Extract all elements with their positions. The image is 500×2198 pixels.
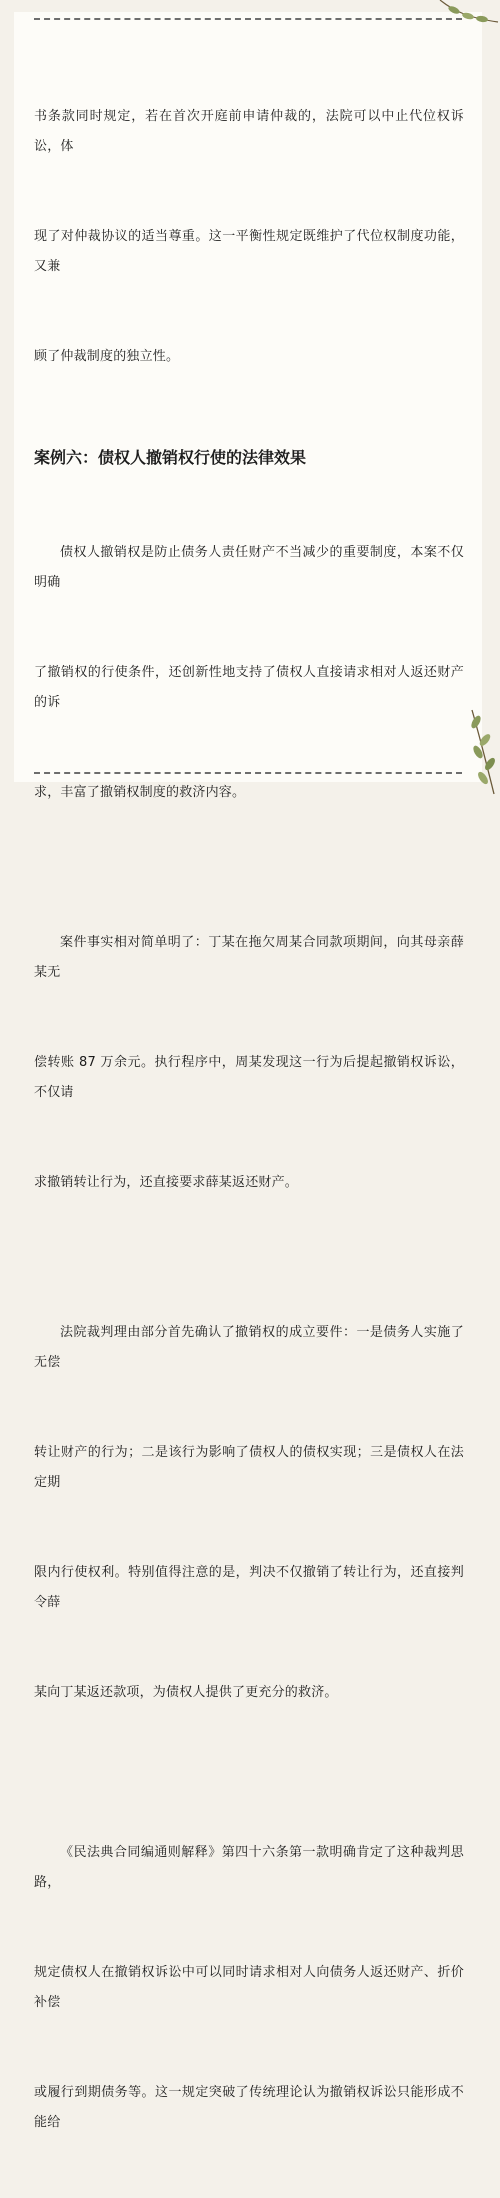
plant-top-decoration-icon — [430, 0, 500, 40]
text-line: 规定债权人在撤销权诉讼中可以同时请求相对人向债务人返还财产、折价补偿 — [34, 1965, 464, 2010]
section-heading: 案例六：债权人撤销权行使的法律效果 — [34, 448, 307, 467]
text-line: 案件事实相对简单明了：丁某在拖欠周某合同款项期间，向其母亲薛某无 — [34, 935, 464, 980]
paragraph-3 — [34, 1258, 464, 1768]
text-line: 顾了仲裁制度的独立性。 — [34, 349, 180, 364]
top-dashed-border — [34, 18, 462, 20]
intro-paragraph — [34, 42, 464, 432]
text-line: 求撤销转让行为，还直接要求薛某返还财产。 — [34, 1175, 299, 1190]
text-line: 求，丰富了撤销权制度的救济内容。 — [34, 785, 246, 800]
paragraph-2 — [34, 868, 464, 1258]
text-line: 了撤销权的行使条件，还创新性地支持了债权人直接请求相对人返还财产的诉 — [34, 665, 464, 710]
plant-bottom-decoration-icon — [458, 700, 500, 794]
text-line: 或履行到期债务等。这一规定突破了传统理论认为撤销权诉讼只能形成不能给 — [34, 2085, 464, 2130]
document-page — [14, 12, 482, 2130]
text-line: 《民法典合同编通则解释》第四十六条第一款明确肯定了这种裁判思路， — [34, 1845, 464, 1890]
text-line: 某向丁某返还款项，为债权人提供了更充分的救济。 — [34, 1685, 338, 1700]
text-line: 限内行使权利。特别值得注意的是，判决不仅撤销了转让行为，还直接判令薛 — [34, 1565, 464, 1610]
document-body — [34, 42, 464, 2198]
text-line: 现了对仲裁协议的适当尊重。这一平衡性规定既维护了代位权制度功能，又兼 — [34, 229, 464, 274]
text-line: 书条款同时规定，若在首次开庭前申请仲裁的，法院可以中止代位权诉讼，体 — [34, 109, 464, 154]
text-line: 偿转账 87 万余元。执行程序中，周某发现这一行为后提起撤销权诉讼，不仅请 — [34, 1055, 464, 1100]
paragraph-4 — [34, 1778, 464, 2198]
paragraph-1 — [34, 478, 464, 868]
text-line: 法院裁判理由部分首先确认了撤销权的成立要件：一是债务人实施了无偿 — [34, 1325, 464, 1370]
text-line: 转让财产的行为；二是该行为影响了债权人的债权实现；三是债权人在法定期 — [34, 1445, 464, 1490]
bottom-dashed-border — [34, 772, 462, 774]
text-line: 债权人撤销权是防止债务人责任财产不当减少的重要制度，本案不仅明确 — [34, 545, 464, 590]
